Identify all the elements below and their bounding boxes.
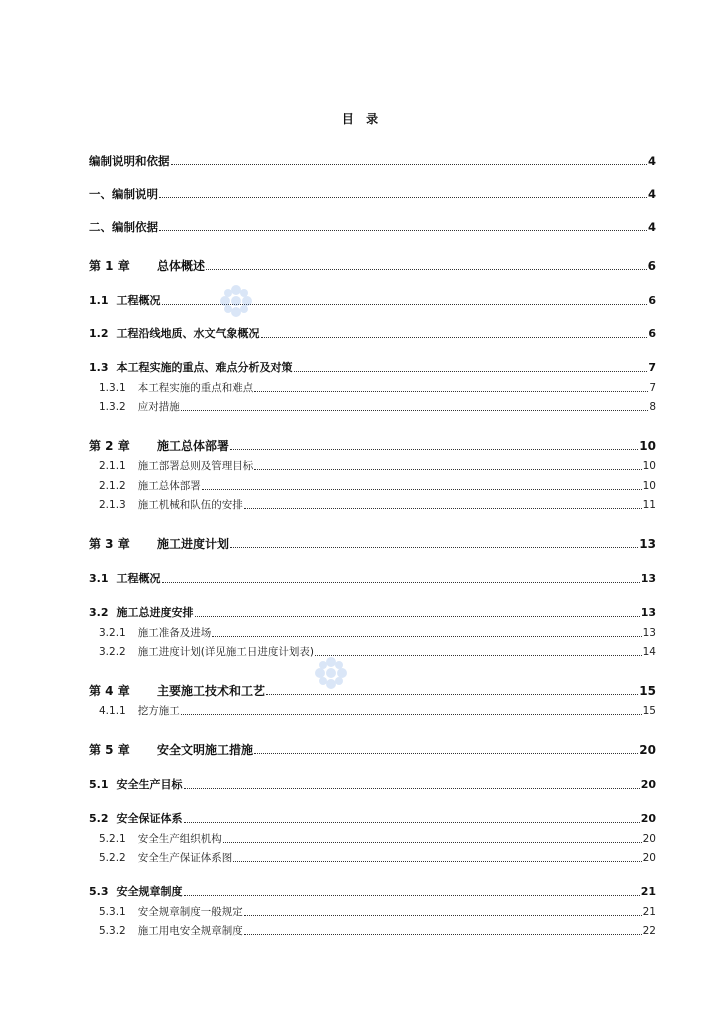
toc-entry[interactable] [89, 290, 656, 308]
dot-leader [184, 788, 640, 789]
toc-entry-title: 编制说明和依据 [89, 154, 170, 168]
toc-entry-number: 1.3.2 [99, 401, 126, 413]
toc-entry-title: 施工部署总则及管理目标 [137, 460, 254, 472]
toc-entry-page-number: 21 [640, 885, 656, 898]
toc-entry-page-number: 14 [642, 646, 656, 658]
toc-entry-title: 安全规章制度 [116, 885, 183, 898]
toc-entry-number: 5.2 [89, 812, 109, 825]
toc-entry-number: 2.1.1 [99, 460, 126, 472]
toc-entry-number: 5.1 [89, 778, 109, 791]
toc-entry-page-number: 4 [647, 187, 656, 201]
toc-entry-title: 安全保证体系 [116, 812, 183, 825]
dot-leader [162, 582, 640, 583]
toc-entry[interactable] [99, 475, 656, 493]
toc-entry-title: 安全生产保证体系图 [137, 852, 233, 864]
toc-entry-page-number: 20 [640, 778, 656, 791]
toc-entry-page-number: 20 [640, 812, 656, 825]
toc-entry[interactable] [89, 533, 656, 551]
toc-entry-page-number: 8 [649, 401, 656, 413]
toc-entry-number: 3.2.1 [99, 627, 126, 639]
dot-leader [184, 895, 640, 896]
toc-entry-page-number: 13 [640, 572, 656, 585]
toc-entry[interactable] [99, 455, 656, 473]
dot-leader [202, 489, 642, 490]
toc-entry-number: 4.1.1 [99, 705, 126, 717]
toc-entry-number: 5.2.2 [99, 852, 126, 864]
toc-entry-page-number: 6 [648, 327, 656, 340]
toc-entry-title: 施工总体部署 [157, 439, 230, 453]
toc-entry-number: 5.3 [89, 885, 109, 898]
dot-leader [254, 753, 638, 754]
toc-entry[interactable] [99, 847, 656, 865]
toc-entry-title: 主要施工技术和工艺 [157, 684, 266, 698]
toc-entry-page-number: 15 [642, 705, 656, 717]
toc-entry[interactable] [99, 641, 656, 659]
toc-entry-number: 第 3 章 [89, 537, 130, 551]
toc-entry-page-number: 13 [639, 537, 656, 551]
toc-entry-number: 第 4 章 [89, 684, 130, 698]
toc-entry-page-number: 6 [647, 259, 656, 273]
dot-leader [294, 371, 648, 372]
dot-leader [244, 934, 642, 935]
toc-entry[interactable] [99, 396, 656, 414]
dot-leader [181, 714, 642, 715]
dot-leader [230, 547, 638, 548]
watermark-flower-icon [219, 284, 253, 318]
toc-entry-title: 安全文明施工措施 [157, 743, 254, 757]
toc-entry-page-number: 4 [647, 154, 656, 168]
toc-entry-title: 一、编制说明 [89, 187, 158, 201]
toc-entry[interactable] [89, 183, 656, 201]
dot-leader [266, 694, 638, 695]
toc-entry-number: 2.1.3 [99, 499, 126, 511]
toc-entry-title: 二、编制依据 [89, 220, 158, 234]
toc-entry[interactable] [99, 622, 656, 640]
toc-entry-number: 3.2 [89, 606, 109, 619]
toc-entry[interactable] [99, 700, 656, 718]
dot-leader [206, 269, 647, 270]
toc-entry-title: 应对措施 [137, 401, 180, 413]
toc-entry[interactable] [89, 568, 656, 586]
page-title: 目 录 [341, 112, 383, 126]
toc-entry-number: 1.3 [89, 361, 109, 374]
dot-leader [181, 410, 649, 411]
toc-entry[interactable] [89, 357, 656, 375]
toc-entry-title: 施工机械和队伍的安排 [137, 499, 243, 511]
toc-entry-page-number: 13 [642, 627, 656, 639]
toc-entry-page-number: 22 [642, 925, 656, 937]
toc-entry-title: 安全生产组织机构 [137, 833, 222, 845]
toc-entry[interactable] [99, 901, 656, 919]
toc-entry-title: 安全生产目标 [116, 778, 183, 791]
toc-entry[interactable] [99, 920, 656, 938]
dot-leader [261, 337, 648, 338]
toc-entry[interactable] [99, 828, 656, 846]
toc-entry-number: 第 5 章 [89, 743, 130, 757]
toc-entry-page-number: 7 [649, 382, 656, 394]
toc-entry-title: 施工进度计划 [157, 537, 230, 551]
toc-entry-title: 本工程实施的重点、难点分析及对策 [116, 361, 293, 374]
dot-leader [195, 616, 640, 617]
dot-leader [244, 915, 642, 916]
toc-entry-number: 5.3.2 [99, 925, 126, 937]
dot-leader [254, 469, 641, 470]
toc-entry-title: 安全规章制度一般规定 [137, 906, 243, 918]
dot-leader [223, 842, 642, 843]
toc-entry-title: 施工准备及进场 [137, 627, 212, 639]
dot-leader [171, 164, 647, 165]
toc-entry[interactable] [89, 602, 656, 620]
toc-entry-title: 总体概述 [157, 259, 206, 273]
toc-entry-page-number: 20 [642, 852, 656, 864]
toc-entry-page-number: 13 [640, 606, 656, 619]
toc-entry-title: 挖方施工 [137, 705, 180, 717]
dot-leader [159, 197, 647, 198]
toc-entry-title: 工程概况 [116, 572, 161, 585]
toc-entry-page-number: 10 [642, 480, 656, 492]
toc-entry[interactable] [89, 680, 656, 698]
toc-entry-page-number: 7 [648, 361, 656, 374]
toc-entry-number: 5.3.1 [99, 906, 126, 918]
toc-entry-title: 施工进度计划(详见施工日进度计划表) [137, 646, 314, 658]
toc-entry-title: 施工总体部署 [137, 480, 201, 492]
toc-entry-page-number: 20 [642, 833, 656, 845]
toc-entry-number: 第 2 章 [89, 439, 130, 453]
toc-entry-number: 1.3.1 [99, 382, 126, 394]
toc-entry-number: 3.1 [89, 572, 109, 585]
toc-entry-number: 3.2.2 [99, 646, 126, 658]
toc-entry[interactable] [89, 150, 656, 168]
dot-leader [159, 230, 647, 231]
toc-entry-number: 5.2.1 [99, 833, 126, 845]
toc-entry[interactable] [89, 323, 656, 341]
toc-entry-number: 第 1 章 [89, 259, 130, 273]
toc-entry-page-number: 11 [642, 499, 656, 511]
dot-leader [184, 822, 640, 823]
toc-entry-number: 2.1.2 [99, 480, 126, 492]
toc-entry-title: 施工总进度安排 [116, 606, 194, 619]
toc-entry[interactable] [89, 255, 656, 273]
toc-entry-page-number: 21 [642, 906, 656, 918]
toc-entry[interactable] [89, 435, 656, 453]
toc-entry-title: 施工用电安全规章制度 [137, 925, 243, 937]
dot-leader [315, 655, 642, 656]
toc-entry-title: 工程概况 [116, 294, 161, 307]
toc-entry[interactable] [89, 808, 656, 826]
watermark-flower-icon [314, 656, 348, 690]
toc-entry-number: 1.2 [89, 327, 109, 340]
toc-entry[interactable] [89, 774, 656, 792]
dot-leader [212, 636, 641, 637]
toc-entry-title: 工程沿线地质、水文气象概况 [116, 327, 260, 340]
toc-entry-page-number: 15 [639, 684, 656, 698]
dot-leader [233, 861, 641, 862]
toc-entry[interactable] [99, 377, 656, 395]
dot-leader [230, 449, 638, 450]
toc-entry-page-number: 10 [639, 439, 656, 453]
toc-entry-number: 1.1 [89, 294, 109, 307]
dot-leader [254, 391, 648, 392]
toc-entry-page-number: 6 [648, 294, 656, 307]
toc-entry[interactable] [89, 739, 656, 757]
dot-leader [244, 508, 642, 509]
toc-entry-page-number: 4 [647, 220, 656, 234]
toc-entry[interactable] [89, 216, 656, 234]
toc-entry-page-number: 20 [639, 743, 656, 757]
toc-entry[interactable] [99, 494, 656, 512]
toc-entry[interactable] [89, 881, 656, 899]
toc-entry-page-number: 10 [642, 460, 656, 472]
toc-entry-title: 本工程实施的重点和难点 [137, 382, 254, 394]
